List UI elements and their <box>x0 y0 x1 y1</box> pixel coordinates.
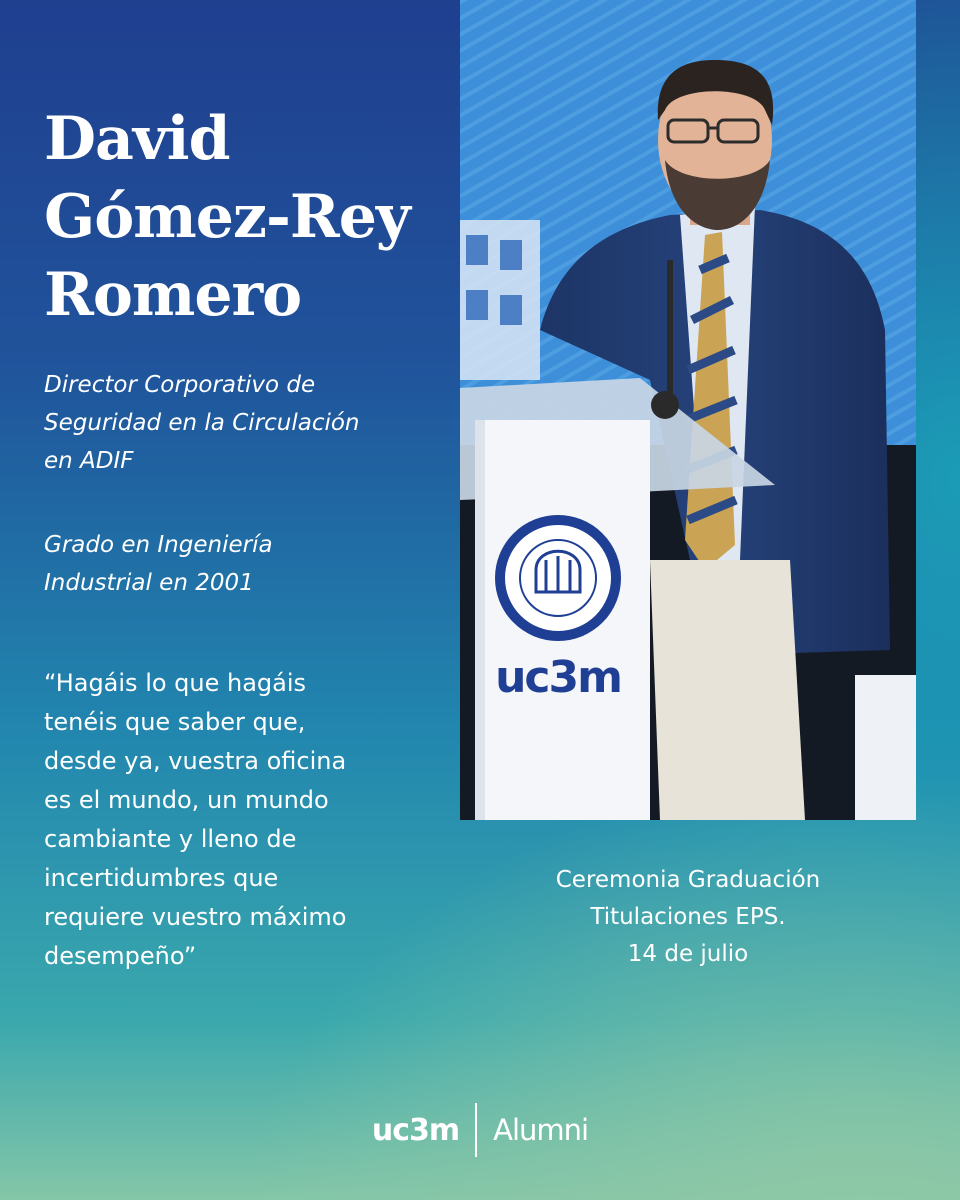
quote-line-6: incertidumbres que <box>44 864 279 892</box>
photo-caption <box>460 862 916 973</box>
person-degree <box>44 526 273 602</box>
quote-line-8: desempeño” <box>44 942 197 970</box>
quote-line-3: desde ya, vuestra oficina <box>44 747 347 775</box>
university-seal <box>500 520 616 636</box>
quote-line-4: es el mundo, un mundo <box>44 786 329 814</box>
brand-divider <box>475 1103 477 1157</box>
caption-line-3: 14 de julio <box>627 941 749 967</box>
role-line-3: en ADIF <box>44 448 134 474</box>
quote <box>44 664 346 976</box>
quote-line-2: tenéis que saber que, <box>44 708 306 736</box>
role-line-1: Director Corporativo de <box>44 372 316 398</box>
person-name <box>44 100 410 334</box>
podium-logo: uc3m <box>495 652 621 703</box>
quote-line-1: “Hagáis lo que hagáis <box>44 669 307 697</box>
role-line-2: Seguridad en la Circulación <box>44 410 360 436</box>
trousers <box>650 560 805 820</box>
quote-line-5: cambiante y lleno de <box>44 825 297 853</box>
speaker-photo <box>460 0 916 820</box>
name-line-1: David <box>44 104 230 174</box>
degree-line-1: Grado en Ingeniería <box>44 532 273 558</box>
person-role <box>44 366 360 480</box>
uc3m-logo: uc3m <box>371 1112 460 1148</box>
degree-line-2: Industrial en 2001 <box>44 570 254 596</box>
side-panel <box>855 675 916 820</box>
caption-line-1: Ceremonia Graduación <box>555 867 821 893</box>
name-line-2: Gómez-Rey <box>44 182 410 252</box>
alumni-label: Alumni <box>493 1113 589 1147</box>
name-line-3: Romero <box>44 260 302 330</box>
speaker-illustration <box>460 0 916 820</box>
footer-brand <box>0 1100 960 1160</box>
quote-line-7: requiere vuestro máximo <box>44 903 347 931</box>
caption-line-2: Titulaciones EPS. <box>590 904 786 930</box>
